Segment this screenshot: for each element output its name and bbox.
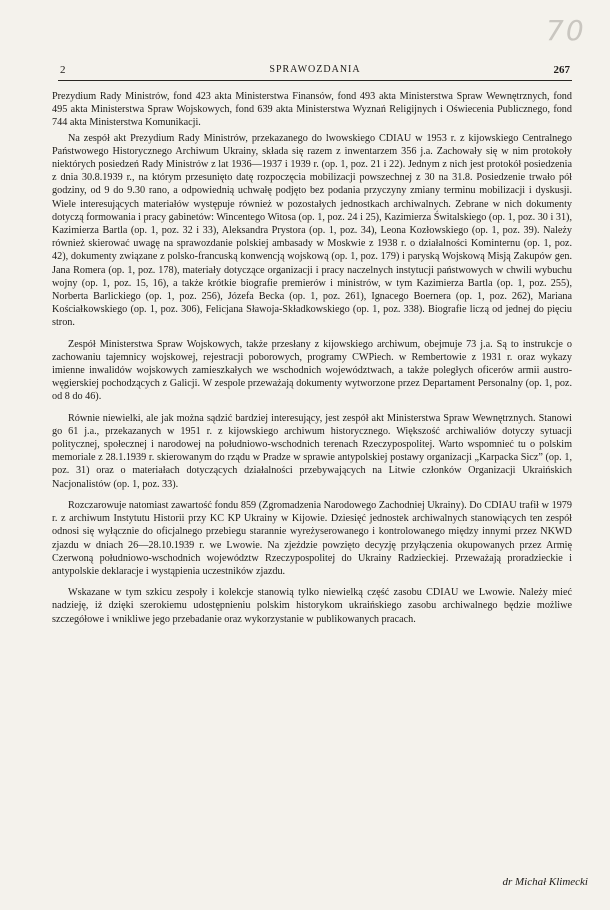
- paragraph-military-affairs: Zespół Ministerstwa Spraw Wojskowych, także przesłany z kijowskiego archiwum, obejmuje 73 j.a. Są to instrukcje o zachowaniu tajemnicy wojskowej, rejestracji poborowych, programy CWPiech. w Rembertowie z 1931 r. oraz wykazy imienne inwalidów wojskowych zamieszkałych we wschodnich województwach, a także poległych oficerów armii austro-węgierskiej pochodzących z Galicji. W zespole przeważają dokumenty wytworzone przez Departament Personalny (op. 1, poz. od 8 do 46).: [52, 338, 572, 403]
- section-title: SPRAWOZDANIA: [269, 64, 361, 75]
- paragraph-national-assembly: Rozczarowuje natomiast zawartość fondu 859 (Zgromadzenia Narodowego Zachodniej Ukrainy). Do CDIAU trafił w 1979 r. z archiwum Instytutu Historii przy KC KP Ukrainy w Kijowie. Dziesięć jednostek archiwalnych stanowiących ten zespół odnosi się wyłącznie do oficjalnego przebiegu starannie wyreżyserowanego i kontrolowanego między innymi przez NKWD zjazdu w dniach 26—28.10.1939 r. we Lwowie. Na zjeździe powzięto decyzję przyłączenia okupowanych przez Armię Czerwoną południowo-wschodnich województw Rzeczypospolitej do Ukrainy Radzieckiej. Przeważają proradzieckie i antypolskie deklaracje i wystąpienia uczestników zjazdu.: [52, 499, 572, 577]
- article-body: [52, 90, 572, 628]
- author-signature: dr Michał Klimecki: [502, 876, 588, 888]
- paragraph-conclusion: Wskazane w tym szkicu zespoły i kolekcje stanowią tylko niewielką część zasobu CDIAU we Lwowie. Należy mieć nadzieję, iż dzięki szerokiemu udostępnieniu polskim historykom ukraińskiego zasobu archiwalnego będzie możliwe szczegółowe i wnikliwe jego przebadanie oraz wykorzystanie w publikowanych pracach.: [52, 587, 572, 625]
- paragraph-internal-affairs: Równie niewielki, ale jak można sądzić bardziej interesujący, jest zespół akt Ministerstwa Spraw Wewnętrznych. Stanowi go 61 j.a., przekazanych w 1951 r. z kijowskiego archiwum historycznego. Większość archiwaliów dotyczy sytuacji politycznej, społecznej i narodowej na południowo-wschodnich terenach Rzeczypospolitej. Warto wspomnieć tu o polskim memoriale z 28.1.1939 r. skierowanym do rządu w Pradze w sprawie antypolskiej postawy organizacji „Karpacka Sicz” (op. 1, poz. 31) oraz o materiałach dotyczących działalności przebywających na Litwie członków Organizacji Ukraińskich Nacjonalistów (op. 1, poz. 33).: [52, 412, 572, 490]
- journal-page-number: 267: [553, 64, 570, 76]
- paragraph-fonds-list: Prezydium Rady Ministrów, fond 423 akta Ministerstwa Finansów, fond 493 akta Ministerstwa Spraw Wewnętrznych, fond 495 akta Ministerstwa Spraw Wojskowych, fond 639 akta Ministerstwa Wyznań Religijnych i Oświecenia Publicznego, fond 744 akta Ministerstwa Komunikacji.: [52, 91, 572, 129]
- handwritten-page-mark: 70: [546, 14, 586, 47]
- running-header: [60, 64, 570, 78]
- header-rule: [58, 80, 572, 81]
- paragraph-council-of-ministers: Na zespół akt Prezydium Rady Ministrów, przekazanego do lwowskiego CDIAU w 1953 r. z kijowskiego Centralnego Państwowego Historycznego Archiwum Ukrainy, składa się razem z inwentarzem 356 j.a. Zachowały się w nim protokoły niektórych posiedzeń Rady Ministrów z lat 1936—1937 i 1939 r. (op. 1, poz. 21 i 22). Jednym z nich jest protokół posiedzenia z dnia 30.8.1939 r., na którym przesunięto datę rozpoczęcia mobilizacji powszechnej z 30 na 31.8. Posiedzenie trwało pół godziny, od 9 do 9.30 rano, a odpowiednią uchwałę podjęto bez podania przyczyny zmiany terminu mobilizacji i dyskusji. Wiele interesujących materiałów występuje również w pozostałych jednostkach archiwalnych. Zebrane w nich dokumenty dotyczą formowania i pracy gabinetów: Wincentego Witosa (op. 1, poz. 24 i 25), Kazimierza Świtalskiego (op. 1, poz. 30 i 31), Kazimierza Bartla (op. 1, poz. 32 i 33), Aleksandra Prystora (op. 1, poz. 34), Leona Kozłowskiego (op. 1, poz. 39). Należy również skierować uwagę na sprawozdanie polskiej ambasady w Moskwie z 1938 r. o działalności Kominternu (op. 1, poz. 42), dokumenty związane z polsko-francuską konwencją wojskową (op. 1, poz. 179) i paryską Wojskową Misją Zakupów gen. Jana Romera (op. 1, poz. 178), materiały dotyczące organizacji i pracy naczelnych instytucji państwowych w chwili wybuchu wojny (op. 1, poz. 15, 16), a także krótkie biografie premierów i ministrów, w tym Kazimierza Bartla (op. 1, poz. 255), Norberta Barlickiego (op. 1, poz. 256), Józefa Becka (op. 1, poz. 261), Ignacego Boernera (op. 1, poz. 262), Mariana Kościałkowskiego (op. 1, poz. 306), Felicjana Sławoja-Składkowskiego (op. 1, poz. 338). Biografie liczą od jednej do pięciu stron.: [52, 132, 572, 329]
- page-number: 2: [60, 64, 66, 76]
